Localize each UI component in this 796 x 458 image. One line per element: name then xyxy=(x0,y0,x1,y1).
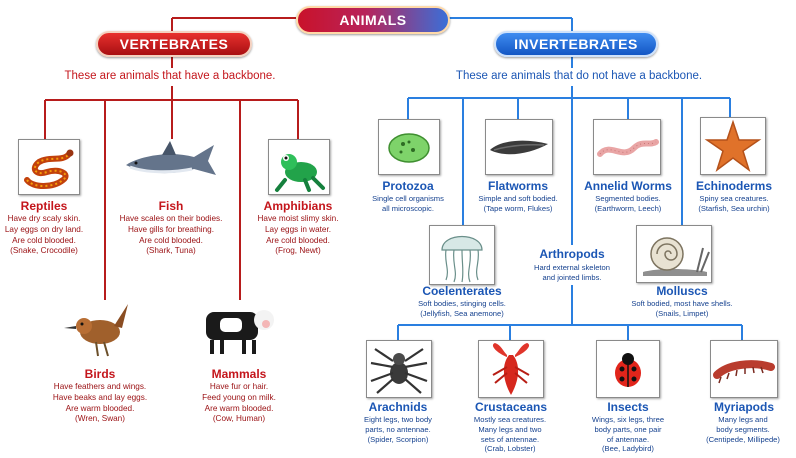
group-desc-fish: Have scales on their bodies. Have gills for breathing. Are cold blooded. (Shark, Tuna) xyxy=(119,214,223,256)
flatworm-illustration xyxy=(485,119,553,175)
lobster-illustration xyxy=(478,340,544,398)
group-name-insects: Insects xyxy=(607,400,649,414)
frog-illustration xyxy=(268,139,330,195)
group-desc-coelenterates: Soft bodies, stinging cells. (Jellyfish, Sea anemone) xyxy=(418,299,506,318)
group-desc-birds: Have feathers and wings. Have beaks and lay eggs. Are warm blooded. (Wren, Swan) xyxy=(52,382,148,424)
group-name-myriapods: Myriapods xyxy=(713,400,774,414)
vertebrates-label: VERTEBRATES xyxy=(96,31,252,57)
group-name-annelid-worms: Annelid Worms xyxy=(584,179,672,193)
group-name-protozoa: Protozoa xyxy=(382,179,434,193)
cow-illustration xyxy=(200,300,278,358)
protozoa-illustration xyxy=(378,119,440,175)
group-name-molluscs: Molluscs xyxy=(656,284,708,298)
group-desc-mammals: Have fur or hair. Feed young on milk. Are warm blooded. (Cow, Human) xyxy=(202,382,276,424)
group-desc-molluscs: Soft bodied, most have shells. (Snails, Limpet) xyxy=(631,299,733,318)
group-desc-myriapods: Many legs and body segments. (Centipede, Millipede) xyxy=(706,415,780,444)
group-desc-insects: Wings, six legs, three body parts, one pair of antennae. (Bee, Ladybird) xyxy=(591,415,665,454)
snail-illustration xyxy=(636,225,712,283)
jellyfish-illustration xyxy=(429,225,495,285)
invertebrates-label: INVERTEBRATES xyxy=(494,31,658,57)
group-name-amphibians: Amphibians xyxy=(263,199,333,213)
group-name-mammals: Mammals xyxy=(211,367,267,381)
animals-title: ANIMALS xyxy=(296,6,450,34)
group-desc-annelid-worms: Segmented bodies. (Earthworm, Leech) xyxy=(594,194,662,213)
earthworm-illustration xyxy=(593,119,661,175)
snake-illustration xyxy=(18,139,80,195)
group-name-flatworms: Flatworms xyxy=(487,179,548,193)
group-name-birds: Birds xyxy=(84,367,116,381)
group-desc-flatworms: Simple and soft bodied. (Tape worm, Flukes) xyxy=(478,194,558,213)
group-name-reptiles: Reptiles xyxy=(20,199,68,213)
vertebrates-subtitle: These are animals that have a backbone. xyxy=(64,70,276,82)
group-desc-reptiles: Have dry scaly skin. Lay eggs on dry land. Are cold blooded. (Snake, Crocodile) xyxy=(4,214,84,256)
group-name-echinoderms: Echinoderms xyxy=(695,179,773,193)
group-desc-arachnids: Eight legs, two body parts, no antennae. (Spider, Scorpion) xyxy=(364,415,432,444)
group-name-arachnids: Arachnids xyxy=(368,400,428,414)
group-name-coelenterates: Coelenterates xyxy=(422,284,502,298)
shark-illustration xyxy=(122,139,220,193)
group-name-arthropods: Arthropods xyxy=(539,247,605,261)
invertebrates-subtitle: These are animals that do not have a backbone. xyxy=(455,70,703,82)
group-name-fish: Fish xyxy=(158,199,184,213)
group-name-crustaceans: Crustaceans xyxy=(474,400,548,414)
ladybird-illustration xyxy=(596,340,660,398)
group-desc-arthropods: Hard external skeleton and jointed limbs. xyxy=(534,263,610,282)
starfish-illustration xyxy=(700,117,766,175)
centipede-illustration xyxy=(710,340,778,398)
group-desc-amphibians: Have moist slimy skin. Lay eggs in water. Are cold blooded. (Frog, Newt) xyxy=(257,214,339,256)
group-desc-echinoderms: Spiny sea creatures. (Starfish, Sea urchin) xyxy=(698,194,770,213)
group-desc-protozoa: Single cell organisms all microscopic. xyxy=(372,194,444,213)
group-desc-crustaceans: Mostly sea creatures. Many legs and two sets of antennae. (Crab, Lobster) xyxy=(473,415,547,454)
wren-illustration xyxy=(62,300,142,360)
spider-illustration xyxy=(366,340,432,398)
